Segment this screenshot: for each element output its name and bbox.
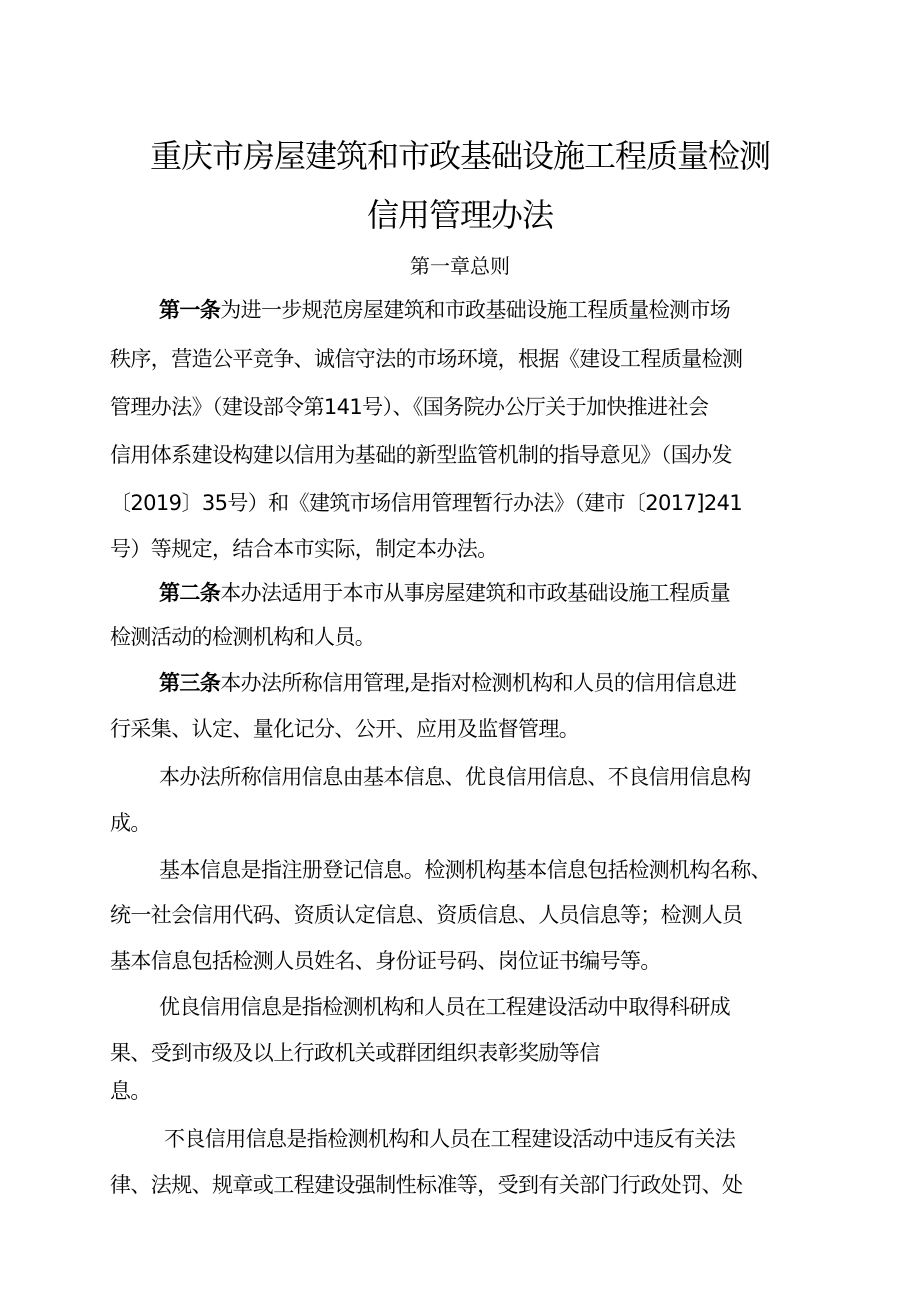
article-3-line-1 [159,668,736,698]
article-1-line-5: 〔2019〕35号）和《建筑市场信用管理暂行办法》（建市〔2017]241 [110,491,743,515]
article-1-line-4: 信用体系建设构建以信用为基础的新型监管机制的指导意见》（国办发 [110,443,732,467]
paragraph-1-line-2: 成。 [110,811,151,835]
article-1-line-2: 秩序，营造公平竞争、诚信守法的市场环境，根据《建设工程质量检测 [110,347,743,371]
paragraph-2-line-2: 统一社会信用代码、资质认定信息、资质信息、人员信息等；检测人员 [110,903,743,927]
paragraph-3-line-1: 优良信用信息是指检测机构和人员在工程建设活动中取得科研成 [159,995,731,1019]
paragraph-3-line-3: 息。 [110,1079,151,1103]
paragraph-3-line-2: 果、受到市级及以上行政机关或群团组织表彰奖励等信 [110,1041,600,1065]
article-3-text: 本办法所称信用管理,是指对检测机构和人员的信用信息进 [220,671,737,695]
article-3-label: 第三条 [159,671,221,695]
paragraph-2-line-3: 基本信息包括检测人员姓名、身份证号码、岗位证书编号等。 [110,949,661,973]
article-2-text: 本办法适用于本市从事房屋建筑和市政基础设施工程质量 [220,581,731,605]
paragraph-4-line-2: 律、法规、规章或工程建设强制性标准等，受到有关部门行政处罚、处 [110,1173,743,1197]
article-2-line-2: 检测活动的检测机构和人员。 [110,625,376,649]
document-title-line-2: 信用管理办法 [366,196,553,234]
article-2-label: 第二条 [159,581,221,605]
paragraph-1-line-1: 本办法所称信用信息由基本信息、优良信用信息、不良信用信息构 [159,765,751,789]
document-title-line-1: 重庆市房屋建筑和市政基础设施工程质量检测 [149,137,770,175]
paragraph-4-line-1: 不良信用信息是指检测机构和人员在工程建设活动中违反有关法 [164,1127,736,1151]
article-2-line-1 [159,578,730,608]
chapter-heading: 第一章总则 [410,254,510,278]
paragraph-2-line-1: 基本信息是指注册登记信息。检测机构基本信息包括检测机构名称、 [159,858,771,882]
article-1-line-6: 号）等规定，结合本市实际，制定本办法。 [110,537,498,561]
article-1-text: 为进一步规范房屋建筑和市政基础设施工程质量检测市场 [220,298,731,322]
article-3-line-2: 行采集、认定、量化记分、公开、应用及监督管理。 [110,717,580,741]
article-1-line-3: 管理办法》（建设部令第141号）、《国务院办公厅关于加快推进社会 [110,395,709,419]
article-1-label: 第一条 [159,298,221,322]
article-1-line-1 [159,295,730,325]
